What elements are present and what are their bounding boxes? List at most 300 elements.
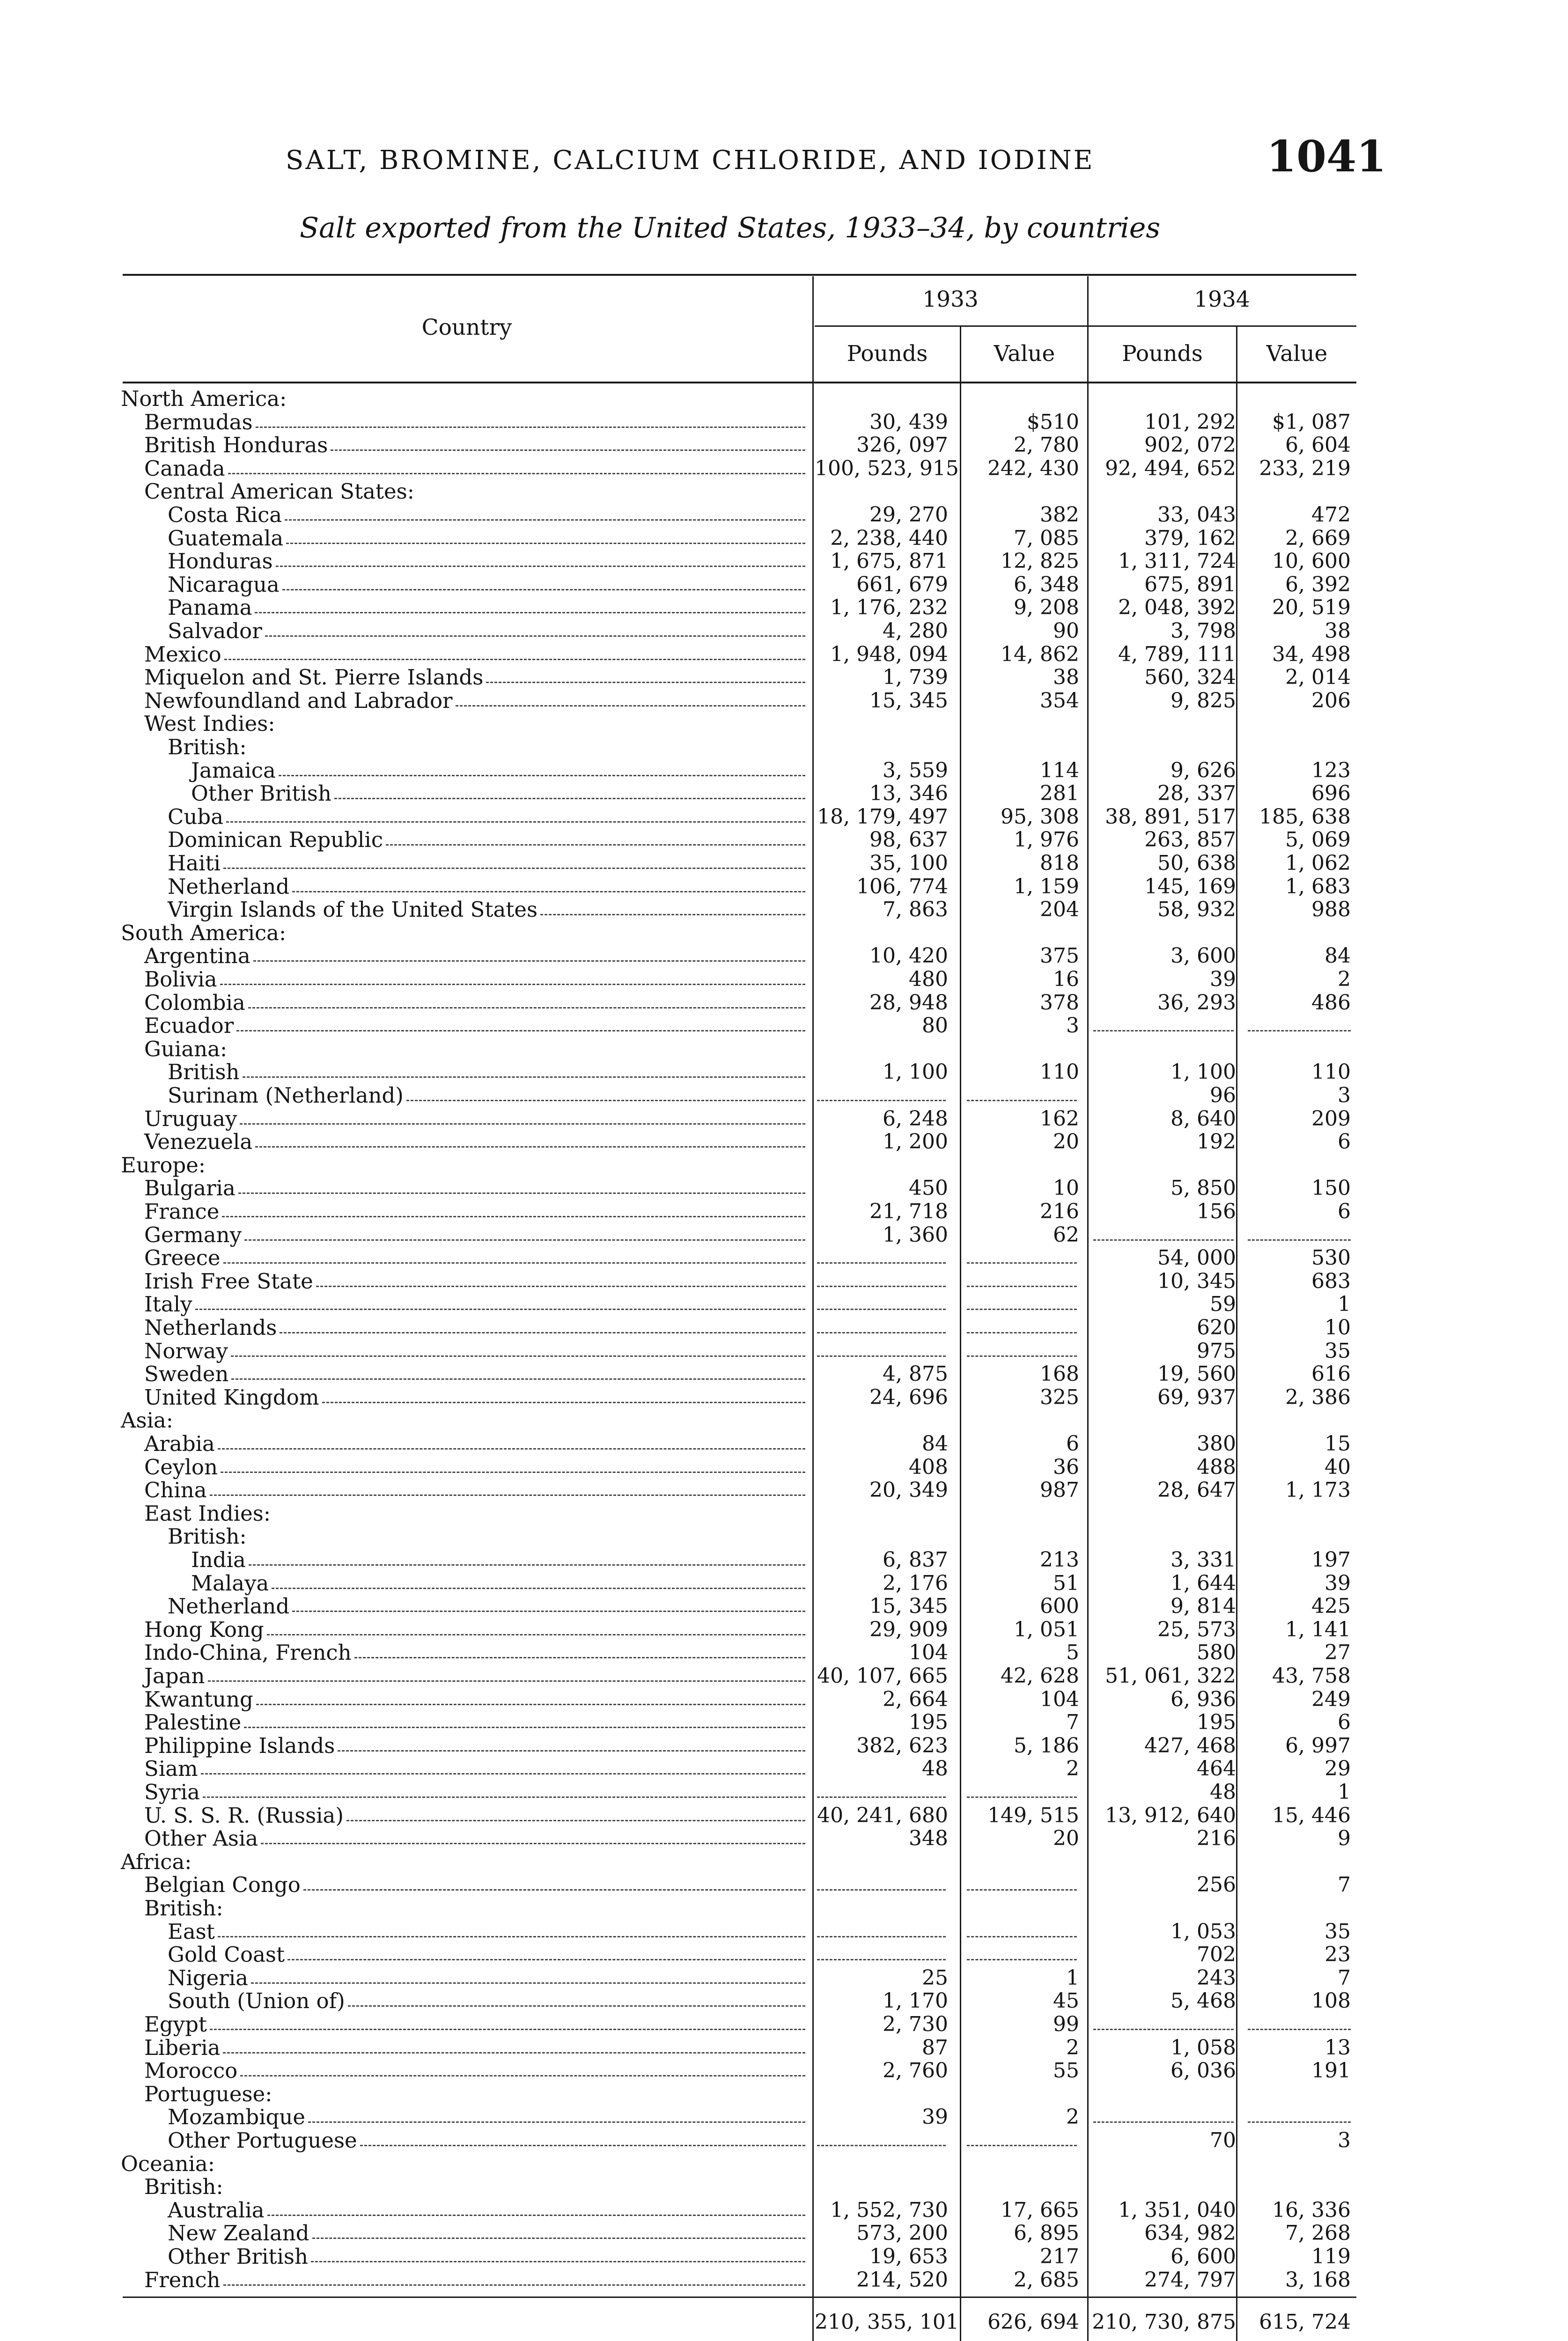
value-1934-cell: 1, 683 (1285, 875, 1351, 898)
value-1934-cell: 35 (1325, 1339, 1351, 1363)
country-label: Netherlands (144, 1315, 277, 1340)
empty-cell-dash (967, 1100, 1077, 1101)
pounds-1933-cell: 1, 360 (883, 1223, 948, 1247)
value-1933-cell: 217 (1040, 2245, 1079, 2268)
table-row (0, 527, 1568, 550)
value-1934-cell: 7 (1338, 1873, 1351, 1897)
table-row (0, 1362, 1568, 1386)
value-1934-cell: 6, 997 (1285, 1734, 1351, 1758)
dot-leader (240, 1123, 805, 1125)
pounds-1933-cell: 2, 176 (883, 1571, 948, 1595)
country-label: Liberia (144, 2035, 221, 2060)
table-row (0, 1014, 1568, 1038)
pounds-1934-cell: 145, 169 (1144, 875, 1236, 898)
value-1933-cell: 2 (1066, 2036, 1079, 2060)
dot-leader (276, 566, 805, 567)
pounds-1933-cell: 1, 100 (883, 1060, 948, 1084)
value-1934-cell: 29 (1325, 1757, 1351, 1781)
pounds-1934-cell: 1, 311, 724 (1118, 549, 1236, 573)
table-row (0, 875, 1568, 898)
value-1934-cell: 683 (1311, 1269, 1351, 1293)
dot-leader (201, 1773, 805, 1774)
pounds-1934-cell: 50, 638 (1157, 851, 1236, 875)
value-1933-cell: 95, 308 (1001, 805, 1079, 829)
country-label: Greece (144, 1245, 221, 1270)
value-1933-cell: 1 (1066, 1966, 1079, 1990)
dot-leader (292, 891, 805, 892)
pounds-1933-cell: 1, 176, 232 (830, 596, 948, 619)
dot-leader (486, 682, 805, 683)
empty-cell-dash (1093, 2121, 1234, 2123)
table-row (0, 689, 1568, 713)
pounds-1933-cell: 80 (922, 1014, 948, 1038)
pounds-1934-cell: 69, 937 (1157, 1385, 1236, 1409)
country-label: Australia (168, 2198, 265, 2223)
pounds-1933-cell: 18, 179, 497 (817, 805, 948, 829)
pounds-1934-cell: 92, 494, 652 (1105, 456, 1236, 480)
dot-leader (346, 1820, 805, 1821)
pounds-1933-cell: 3, 559 (883, 758, 948, 782)
value-1934-cell: $1, 087 (1272, 410, 1351, 434)
pounds-1933-cell: 24, 696 (869, 1385, 948, 1409)
value-1934-cell: 110 (1311, 1060, 1351, 1084)
group-label: Oceania: (121, 2151, 215, 2176)
country-label: East (168, 1919, 215, 1944)
dot-leader (540, 914, 805, 915)
country-label: Venezuela (144, 1129, 253, 1154)
table-row (0, 1223, 1568, 1247)
pounds-1933-cell: 480 (909, 967, 948, 991)
value-1934-cell: 988 (1311, 898, 1351, 921)
empty-cell-dash (817, 1355, 946, 1357)
empty-cell-dash (967, 1936, 1077, 1937)
value-1934-header: Value (1266, 341, 1328, 367)
running-head-title: SALT, BROMINE, CALCIUM CHLORIDE, AND IODINE (286, 145, 1095, 176)
pounds-1934-cell: 1, 351, 040 (1118, 2198, 1236, 2222)
pounds-1934-cell: 54, 000 (1157, 1246, 1236, 1270)
value-1934-cell: 1, 173 (1285, 1478, 1351, 1502)
value-1934-cell: 249 (1311, 1687, 1351, 1711)
value-1934-cell: 191 (1311, 2059, 1351, 2083)
country-label: New Zealand (168, 2221, 309, 2245)
country-label: Uruguay (144, 1106, 237, 1131)
pounds-1934-cell: 101, 292 (1144, 410, 1236, 434)
table-row (0, 1456, 1568, 1479)
pounds-1934-cell: 19, 560 (1157, 1362, 1236, 1386)
pounds-1934-cell: 6, 600 (1170, 2245, 1236, 2268)
dot-leader (220, 984, 805, 985)
group-label: Guiana: (144, 1037, 228, 1061)
value-1933-cell: 99 (1053, 2012, 1079, 2036)
table-group-row (0, 1525, 1568, 1548)
empty-cell-dash (967, 1286, 1077, 1287)
table-group-row (0, 736, 1568, 759)
dot-leader (360, 2145, 805, 2146)
table-group-row (0, 2083, 1568, 2106)
table-row (0, 1873, 1568, 1897)
pounds-1934-cell: 1, 100 (1170, 1060, 1236, 1084)
dot-leader (267, 1634, 805, 1635)
value-1933-cell: 90 (1053, 619, 1079, 643)
value-1934-cell: 9 (1338, 1826, 1351, 1850)
table-row (0, 1688, 1568, 1711)
country-label: Palestine (144, 1710, 242, 1735)
value-1933-cell: 5 (1066, 1641, 1079, 1664)
group-label: British: (168, 735, 247, 759)
country-label: Netherland (168, 1594, 290, 1619)
value-1933-cell: 104 (1040, 1687, 1079, 1711)
value-1933-cell: 162 (1040, 1107, 1079, 1131)
empty-cell-dash (817, 1262, 946, 1264)
country-label: Costa Rica (168, 502, 282, 527)
value-1933-cell: 16 (1053, 967, 1079, 991)
country-column-header: Country (421, 315, 512, 340)
value-1933-cell: 281 (1040, 781, 1079, 805)
pounds-1933-cell: 195 (909, 1710, 948, 1734)
table-row (0, 1641, 1568, 1664)
country-label: Salvador (168, 618, 262, 643)
value-1934-cell: 10 (1325, 1316, 1351, 1340)
table-group-row (0, 1154, 1568, 1177)
dot-leader (226, 821, 805, 823)
total-value-1933: 626, 694 (987, 2310, 1079, 2334)
pounds-1933-cell: 2, 238, 440 (830, 526, 948, 550)
dot-leader (224, 659, 805, 660)
value-1933-cell: 114 (1040, 758, 1079, 782)
table-row (0, 2129, 1568, 2152)
pounds-1933-cell: 2, 664 (883, 1687, 948, 1711)
header-bottom-rule (123, 382, 1356, 383)
country-label: Irish Free State (144, 1269, 313, 1294)
value-1933-cell: 204 (1040, 898, 1079, 921)
dot-leader (223, 2052, 805, 2054)
country-label: Newfoundland and Labrador (144, 688, 453, 713)
year-1934-header: 1934 (1194, 287, 1250, 312)
pounds-1933-cell: 214, 520 (856, 2268, 948, 2292)
table-row (0, 1340, 1568, 1363)
dot-leader (236, 1030, 805, 1031)
value-1933-cell: 375 (1040, 944, 1079, 968)
table-row (0, 2222, 1568, 2245)
dot-leader (218, 1448, 805, 1450)
pounds-1933-cell: 21, 718 (869, 1200, 948, 1223)
value-1933-cell: 242, 430 (987, 456, 1079, 480)
country-label: Italy (144, 1292, 192, 1317)
dot-leader (228, 473, 805, 474)
table-row (0, 1177, 1568, 1200)
pounds-1933-cell: 1, 170 (883, 1989, 948, 2013)
pounds-1934-cell: 1, 053 (1170, 1920, 1236, 1943)
table-row (0, 1618, 1568, 1642)
value-1933-cell: 20 (1053, 1826, 1079, 1850)
table-row (0, 411, 1568, 434)
value-1934-cell: 5, 069 (1285, 828, 1351, 852)
value-1934-cell: 10, 600 (1272, 549, 1351, 573)
pounds-1934-cell: 5, 468 (1170, 1989, 1236, 2013)
pounds-1933-cell: 10, 420 (869, 944, 948, 968)
country-label: Egypt (144, 2012, 207, 2037)
group-label: East Indies: (144, 1501, 271, 1526)
table-row (0, 944, 1568, 968)
country-label: Japan (144, 1664, 205, 1688)
pounds-1933-cell: 573, 200 (856, 2221, 948, 2245)
value-1934-cell: 6 (1338, 1710, 1351, 1734)
pounds-1934-cell: 6, 036 (1170, 2059, 1236, 2083)
country-label: Honduras (168, 549, 273, 574)
country-label: Cuba (168, 804, 224, 829)
pounds-1934-cell: 10, 345 (1157, 1269, 1236, 1293)
country-label: Other Portuguese (168, 2128, 357, 2153)
value-1934-cell: 23 (1325, 1943, 1351, 1966)
pounds-1934-cell: 36, 293 (1157, 991, 1236, 1015)
dot-leader (223, 2284, 805, 2286)
country-label: Sweden (144, 1362, 229, 1386)
empty-cell-dash (817, 2145, 946, 2146)
pounds-1934-cell: 48 (1210, 1780, 1236, 1804)
empty-cell-dash (817, 1100, 946, 1101)
country-label: British (168, 1060, 240, 1084)
value-1933-cell: 17, 665 (1001, 2198, 1079, 2222)
pounds-1933-cell: 19, 653 (869, 2245, 948, 2268)
table-row (0, 1548, 1568, 1572)
pounds-1933-cell: 1, 200 (883, 1130, 948, 1154)
value-1934-cell: 16, 336 (1272, 2198, 1351, 2222)
country-label: France (144, 1199, 220, 1224)
year-divider-rule (815, 325, 1356, 327)
dot-leader (244, 1727, 805, 1728)
pounds-1933-cell: 6, 248 (883, 1107, 948, 1131)
value-1934-cell: 2, 014 (1285, 665, 1351, 689)
pounds-1933-cell: 326, 097 (856, 433, 948, 457)
pounds-1934-cell: 1, 058 (1170, 2036, 1236, 2060)
group-label: Asia: (121, 1408, 173, 1433)
table-row (0, 1966, 1568, 1990)
value-1934-cell: 1 (1338, 1292, 1351, 1316)
pounds-1934-cell: 9, 626 (1170, 758, 1236, 782)
table-group-row (0, 1038, 1568, 1061)
table-row (0, 968, 1568, 991)
value-1934-cell: 530 (1311, 1246, 1351, 1270)
pounds-1934-cell: 675, 891 (1144, 573, 1236, 596)
dot-leader (249, 1564, 805, 1566)
pounds-1933-cell: 15, 345 (869, 689, 948, 713)
pounds-1934-cell: 702 (1197, 1943, 1236, 1966)
pounds-1933-cell: 13, 346 (869, 781, 948, 805)
value-1934-cell: 15, 446 (1272, 1804, 1351, 1827)
pounds-1934-cell: 51, 061, 322 (1105, 1664, 1236, 1688)
empty-cell-dash (1093, 2029, 1234, 2030)
table-row (0, 1386, 1568, 1409)
table-top-rule (123, 274, 1356, 276)
table-row (0, 1060, 1568, 1084)
pounds-1934-cell: 1, 644 (1170, 1571, 1236, 1595)
value-1934-cell: 2, 386 (1285, 1385, 1351, 1409)
table-group-row (0, 1409, 1568, 1432)
table-row (0, 1293, 1568, 1316)
dot-leader (261, 1843, 805, 1844)
value-1933-cell: 600 (1040, 1594, 1079, 1618)
group-label: British: (144, 1896, 223, 1921)
table-row (0, 1734, 1568, 1758)
pounds-1934-cell: 59 (1210, 1292, 1236, 1316)
value-1933-cell: 213 (1040, 1548, 1079, 1572)
dot-leader (231, 1355, 805, 1357)
pounds-1934-cell: 33, 043 (1157, 503, 1236, 527)
value-1934-cell: 34, 498 (1272, 642, 1351, 666)
pounds-1934-cell: 975 (1197, 1339, 1236, 1363)
empty-cell-dash (1248, 2121, 1351, 2123)
value-1934-cell: 84 (1325, 944, 1351, 968)
totals-row (0, 2311, 1568, 2334)
table-row (0, 1200, 1568, 1223)
value-1933-cell: 354 (1040, 689, 1079, 713)
pounds-1933-cell: 408 (909, 1455, 948, 1479)
value-1933-cell: 2, 685 (1014, 2268, 1079, 2292)
table-row (0, 2199, 1568, 2222)
value-1933-cell: 45 (1053, 1989, 1079, 2013)
empty-cell-dash (1093, 1030, 1234, 1031)
group-label: Central American States: (144, 479, 414, 504)
country-label: China (144, 1478, 207, 1502)
country-label: Gold Coast (168, 1942, 285, 1967)
value-1933-cell: 1, 976 (1014, 828, 1079, 852)
table-row (0, 573, 1568, 596)
group-label: Europe: (121, 1153, 206, 1178)
table-group-row (0, 1502, 1568, 1525)
value-1933-cell: 818 (1040, 851, 1079, 875)
dot-leader (231, 1378, 805, 1380)
value-1933-cell: 3 (1066, 1014, 1079, 1038)
dot-leader (203, 1796, 805, 1798)
group-label: West Indies: (144, 711, 275, 736)
pounds-1934-cell: 25, 573 (1157, 1618, 1236, 1642)
pounds-1934-cell: 216 (1197, 1826, 1236, 1850)
table-row (0, 852, 1568, 875)
empty-cell-dash (967, 1262, 1077, 1264)
country-label: Ecuador (144, 1013, 234, 1038)
dot-leader (331, 449, 805, 451)
value-1933-cell: 5, 186 (1014, 1734, 1079, 1758)
pounds-1934-cell: 427, 468 (1144, 1734, 1236, 1758)
value-1934-cell: 119 (1311, 2245, 1351, 2268)
pounds-1934-cell: 3, 798 (1170, 619, 1236, 643)
value-1933-cell: $510 (1027, 410, 1079, 434)
pounds-1934-cell: 3, 600 (1170, 944, 1236, 968)
table-caption: Salt exported from the United States, 1933–34, by countries (300, 212, 1161, 244)
group-label: Africa: (121, 1849, 192, 1874)
dot-leader (303, 1889, 805, 1891)
value-1934-cell: 2 (1338, 967, 1351, 991)
value-1933-cell: 216 (1040, 1200, 1079, 1223)
pounds-1934-cell: 58, 932 (1157, 898, 1236, 921)
pounds-1934-cell: 263, 857 (1144, 828, 1236, 852)
value-1933-cell: 1, 159 (1014, 875, 1079, 898)
country-label: Jamaica (191, 758, 276, 783)
value-1933-cell: 2, 780 (1014, 433, 1079, 457)
country-label: Arabia (144, 1431, 215, 1456)
value-1934-cell: 108 (1311, 1989, 1351, 2013)
dot-leader (222, 1216, 805, 1217)
pounds-1933-cell: 2, 730 (883, 2012, 948, 2036)
value-1934-cell: 39 (1325, 1571, 1351, 1595)
value-1934-cell: 15 (1325, 1432, 1351, 1456)
dot-leader (265, 635, 805, 637)
table-row (0, 2059, 1568, 2083)
dot-leader (279, 775, 805, 776)
pounds-1934-cell: 634, 982 (1144, 2221, 1236, 2245)
table-row (0, 898, 1568, 921)
table-row (0, 1130, 1568, 1154)
pounds-1934-header: Pounds (1122, 341, 1203, 367)
pounds-1933-cell: 84 (922, 1432, 948, 1456)
table-row (0, 2013, 1568, 2036)
dot-leader (248, 1007, 805, 1009)
pounds-1934-cell: 28, 337 (1157, 781, 1236, 805)
dot-leader (312, 2238, 805, 2239)
value-1934-cell: 3 (1338, 1083, 1351, 1107)
value-1933-cell: 12, 825 (1001, 549, 1079, 573)
pounds-1933-cell: 28, 948 (869, 991, 948, 1015)
dot-leader (243, 1076, 805, 1078)
pounds-1934-cell: 9, 814 (1170, 1594, 1236, 1618)
total-value-1934: 615, 724 (1259, 2310, 1351, 2334)
dot-leader (348, 2005, 805, 2007)
pounds-1934-cell: 156 (1197, 1200, 1236, 1223)
value-1933-header: Value (994, 341, 1055, 367)
value-1933-cell: 378 (1040, 991, 1079, 1015)
country-label: United Kingdom (144, 1385, 319, 1410)
country-label: Mexico (144, 642, 221, 667)
empty-cell-dash (967, 1796, 1077, 1798)
pounds-1933-cell: 25 (922, 1966, 948, 1990)
value-1934-cell: 43, 758 (1272, 1664, 1351, 1688)
table-group-row (0, 2152, 1568, 2176)
dot-leader (238, 1193, 805, 1194)
pounds-1933-header: Pounds (847, 341, 928, 367)
value-1933-cell: 36 (1053, 1455, 1079, 1479)
dot-leader (322, 1402, 805, 1403)
table-row (0, 1920, 1568, 1943)
empty-cell-dash (1093, 1239, 1234, 1241)
pounds-1934-cell: 580 (1197, 1641, 1236, 1664)
pounds-1934-cell: 243 (1197, 1966, 1236, 1990)
value-1933-cell: 38 (1053, 665, 1079, 689)
dot-leader (292, 1611, 805, 1612)
dot-leader (354, 1657, 805, 1658)
value-1934-cell: 1, 141 (1285, 1618, 1351, 1642)
pounds-1933-cell: 39 (922, 2105, 948, 2129)
country-label: Philippine Islands (144, 1733, 335, 1758)
value-1934-cell: 472 (1311, 503, 1351, 527)
value-1933-cell: 42, 628 (1001, 1664, 1079, 1688)
pounds-1934-cell: 96 (1210, 1083, 1236, 1107)
country-label: Siam (144, 1756, 198, 1781)
pounds-1933-cell: 48 (922, 1757, 948, 1781)
country-label: Ceylon (144, 1455, 218, 1480)
pounds-1934-cell: 28, 647 (1157, 1478, 1236, 1502)
value-1933-cell: 6, 895 (1014, 2221, 1079, 2245)
value-1933-cell: 55 (1053, 2059, 1079, 2083)
group-label: South America: (121, 920, 287, 945)
value-1933-cell: 1, 051 (1014, 1618, 1079, 1642)
group-label: Portuguese: (144, 2082, 272, 2106)
value-1933-cell: 325 (1040, 1385, 1079, 1409)
empty-cell-dash (967, 1889, 1077, 1891)
table-row (0, 1781, 1568, 1804)
empty-cell-dash (817, 1332, 946, 1333)
table-row (0, 1943, 1568, 1966)
pounds-1933-cell: 87 (922, 2036, 948, 2060)
